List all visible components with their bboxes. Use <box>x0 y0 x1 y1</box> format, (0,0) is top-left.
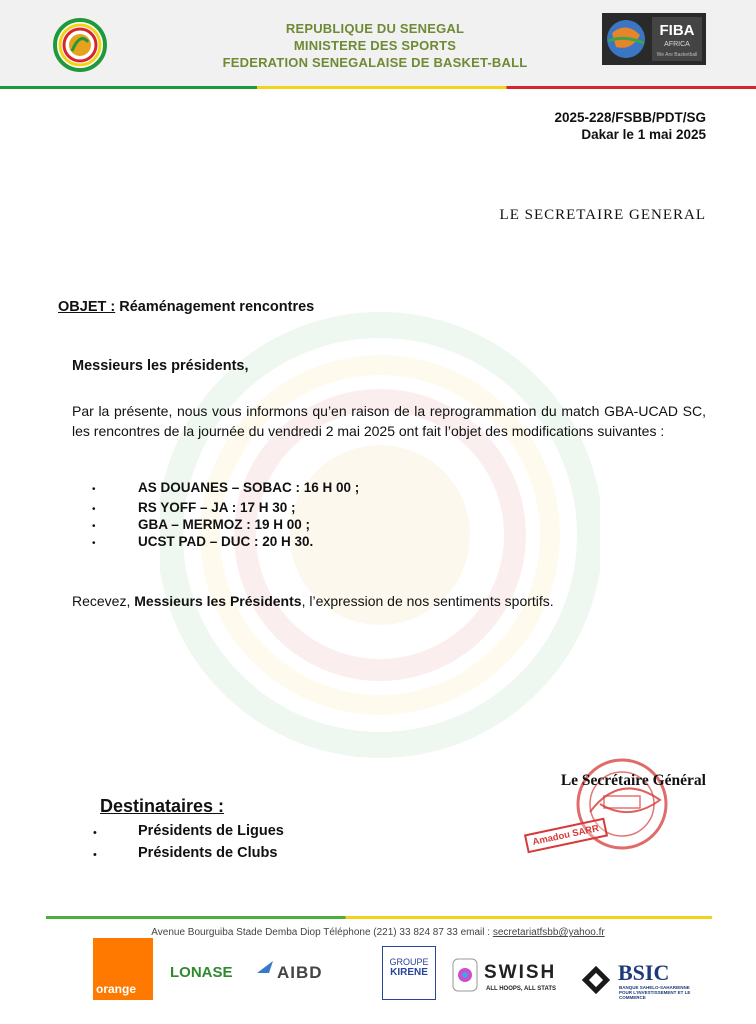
salutation: Messieurs les présidents, <box>72 358 249 374</box>
fiba-region: AFRICA <box>664 41 690 48</box>
body-paragraph: Par la présente, nous vous informons qu’en raison de la reprogrammation du match GBA-UCAD SC, les rencontres de la journée du vendredi 2 mai 2025 ont fait l’objet des modifications suivantes : <box>72 403 706 439</box>
official-stamp <box>560 752 680 862</box>
kirene-sponsor-logo <box>382 946 436 1000</box>
footer-email-link[interactable]: secretariatfsbb@yahoo.fr <box>492 927 605 938</box>
reference-block <box>554 109 706 143</box>
footer-rule <box>46 916 712 919</box>
stamp-name-box: Amadou SARR <box>524 818 608 854</box>
signature-title: Le Secrétaire Général <box>560 772 706 789</box>
destinataires-title: Destinataires : <box>100 796 225 816</box>
destinataire-bullet: • <box>93 849 97 861</box>
objet-text: Réaménagement rencontres <box>119 299 315 315</box>
reference-number: 2025-228/FSBB/PDT/SG <box>554 110 706 125</box>
sender-title: LE SECRETAIRE GENERAL <box>499 207 706 223</box>
bsic-tagline: BANQUE SAHELO-SAHARIENNE POUR L'INVESTISSEMENT ET LE COMMERCE <box>619 985 691 1000</box>
closing-after: , l’expression de nos sentiments sportifs. <box>301 593 554 609</box>
bsic-sponsor-logo: BSIC <box>618 960 670 985</box>
match-item-1: AS DOUANES – SOBAC : 16 H 00 ; <box>138 480 360 495</box>
orange-label: orange <box>96 982 137 996</box>
orange-sponsor-logo <box>93 938 153 1000</box>
aibd-sponsor-logo: AIBD <box>277 963 323 982</box>
destinataire-item-ligues: Présidents de Ligues <box>138 823 284 839</box>
match-bullet: • <box>92 521 96 532</box>
header-flag-rule <box>0 86 756 89</box>
fiba-tagline: We Are Basketball <box>656 52 698 58</box>
kirene-line-1: GROUPE <box>389 957 429 967</box>
lonase-sponsor-logo: LONASE <box>170 964 233 981</box>
fsbb-logo <box>50 18 110 72</box>
match-bullet: • <box>92 504 96 515</box>
fiba-label: FIBA <box>659 22 695 39</box>
kirene-line-2: KIRENE <box>390 967 428 978</box>
fiba-africa-logo <box>602 13 706 65</box>
match-bullet: • <box>92 538 96 549</box>
match-item-4: UCST PAD – DUC : 20 H 30. <box>138 534 314 549</box>
swish-sponsor-logo: SWISH <box>484 962 557 983</box>
destinataire-bullet: • <box>93 827 97 839</box>
aibd-plane-icon <box>255 955 275 979</box>
footer-address <box>0 927 756 938</box>
closing-line <box>72 593 554 609</box>
swish-tagline: ALL HOOPS, ALL STATS <box>486 986 557 992</box>
destinataire-item-clubs: Présidents de Clubs <box>138 845 278 861</box>
header-ministere: MINISTERE DES SPORTS <box>293 38 457 53</box>
closing-before: Recevez, <box>72 593 135 609</box>
objet-label: OBJET : <box>58 299 116 315</box>
match-item-2: RS YOFF – JA : 17 H 30 ; <box>138 500 296 515</box>
header-federation: FEDERATION SENEGALAISE DE BASKET-BALL <box>222 55 528 70</box>
closing-bold: Messieurs les Présidents <box>134 593 302 609</box>
objet-line <box>58 299 314 315</box>
place-date: Dakar le 1 mai 2025 <box>581 127 706 142</box>
match-bullet: • <box>92 484 96 495</box>
bsic-diamond-icon <box>578 962 614 998</box>
match-item-3: GBA – MERMOZ : 19 H 00 ; <box>138 517 311 532</box>
header-republique: REPUBLIQUE DU SENEGAL <box>285 21 465 36</box>
swish-badge-icon <box>452 958 478 992</box>
footer-address-text: Avenue Bourguiba Stade Demba Diop Téléphone (221) 33 824 87 33 email : <box>151 927 493 938</box>
